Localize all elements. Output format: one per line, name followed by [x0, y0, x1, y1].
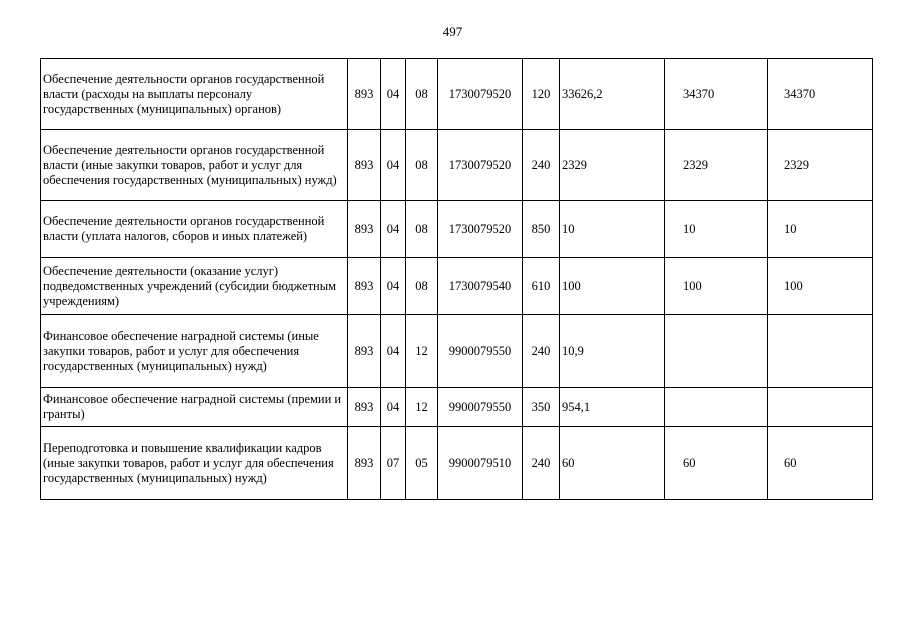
expense-type-cell: 350 [523, 388, 560, 427]
amount-3-cell [768, 388, 873, 427]
target-code-cell: 9900079510 [438, 427, 523, 500]
ministry-code-cell: 893 [348, 201, 381, 258]
ministry-code-cell: 893 [348, 59, 381, 130]
subsection-code-cell: 05 [406, 427, 438, 500]
table-row [41, 315, 873, 388]
section-code-cell: 04 [381, 258, 406, 315]
amount-3-cell: 2329 [768, 130, 873, 201]
ministry-code-cell: 893 [348, 427, 381, 500]
amount-3-cell [768, 315, 873, 388]
table-row [41, 258, 873, 315]
page-number: 497 [442, 24, 463, 39]
amount-1-cell: 954,1 [560, 388, 665, 427]
budget-table [40, 58, 873, 500]
subsection-code-cell: 08 [406, 258, 438, 315]
amount-1-cell: 10 [560, 201, 665, 258]
amount-1-cell: 2329 [560, 130, 665, 201]
subsection-code-cell: 08 [406, 59, 438, 130]
ministry-code-cell: 893 [348, 258, 381, 315]
subsection-code-cell: 12 [406, 388, 438, 427]
section-code-cell: 04 [381, 130, 406, 201]
section-code-cell: 04 [381, 201, 406, 258]
target-code-cell: 1730079520 [438, 130, 523, 201]
description-cell: Обеспечение деятельности (оказание услуг) подведомственных учреждений (субсидии бюджетным учреждениям) [41, 258, 348, 315]
section-code-cell: 04 [381, 59, 406, 130]
subsection-code-cell: 08 [406, 130, 438, 201]
amount-1-cell: 33626,2 [560, 59, 665, 130]
target-code-cell: 1730079520 [438, 201, 523, 258]
expense-type-cell: 240 [523, 130, 560, 201]
expense-type-cell: 610 [523, 258, 560, 315]
description-cell: Обеспечение деятельности органов государственной власти (уплата налогов, сборов и иных платежей) [41, 201, 348, 258]
amount-1-cell: 10,9 [560, 315, 665, 388]
expense-type-cell: 240 [523, 427, 560, 500]
amount-3-cell: 10 [768, 201, 873, 258]
ministry-code-cell: 893 [348, 130, 381, 201]
ministry-code-cell: 893 [348, 388, 381, 427]
amount-3-cell: 100 [768, 258, 873, 315]
amount-2-cell [665, 388, 768, 427]
expense-type-cell: 240 [523, 315, 560, 388]
expense-type-cell: 120 [523, 59, 560, 130]
amount-2-cell: 2329 [665, 130, 768, 201]
table-row [41, 427, 873, 500]
description-cell: Обеспечение деятельности органов государственной власти (иные закупки товаров, работ и услуг для обеспечения государственных (муниципальных) нужд) [41, 130, 348, 201]
target-code-cell: 9900079550 [438, 388, 523, 427]
section-code-cell: 04 [381, 315, 406, 388]
expense-type-cell: 850 [523, 201, 560, 258]
description-cell: Финансовое обеспечение наградной системы (премии и гранты) [41, 388, 348, 427]
amount-2-cell: 34370 [665, 59, 768, 130]
amount-2-cell: 60 [665, 427, 768, 500]
description-cell: Обеспечение деятельности органов государственной власти (расходы на выплаты персоналу государственных (муниципальных) органов) [41, 59, 348, 130]
section-code-cell: 04 [381, 388, 406, 427]
ministry-code-cell: 893 [348, 315, 381, 388]
section-code-cell: 07 [381, 427, 406, 500]
amount-1-cell: 100 [560, 258, 665, 315]
target-code-cell: 1730079520 [438, 59, 523, 130]
table-row [41, 130, 873, 201]
amount-3-cell: 60 [768, 427, 873, 500]
amount-2-cell: 100 [665, 258, 768, 315]
subsection-code-cell: 12 [406, 315, 438, 388]
table-row [41, 59, 873, 130]
table-row [41, 388, 873, 427]
amount-2-cell [665, 315, 768, 388]
description-cell: Переподготовка и повышение квалификации кадров (иные закупки товаров, работ и услуг для обеспечения государственных (муниципальных) нужд) [41, 427, 348, 500]
amount-3-cell: 34370 [768, 59, 873, 130]
target-code-cell: 1730079540 [438, 258, 523, 315]
target-code-cell: 9900079550 [438, 315, 523, 388]
amount-2-cell: 10 [665, 201, 768, 258]
amount-1-cell: 60 [560, 427, 665, 500]
table-row [41, 201, 873, 258]
subsection-code-cell: 08 [406, 201, 438, 258]
description-cell: Финансовое обеспечение наградной системы (иные закупки товаров, работ и услуг для обеспечения государственных (муниципальных) нужд) [41, 315, 348, 388]
